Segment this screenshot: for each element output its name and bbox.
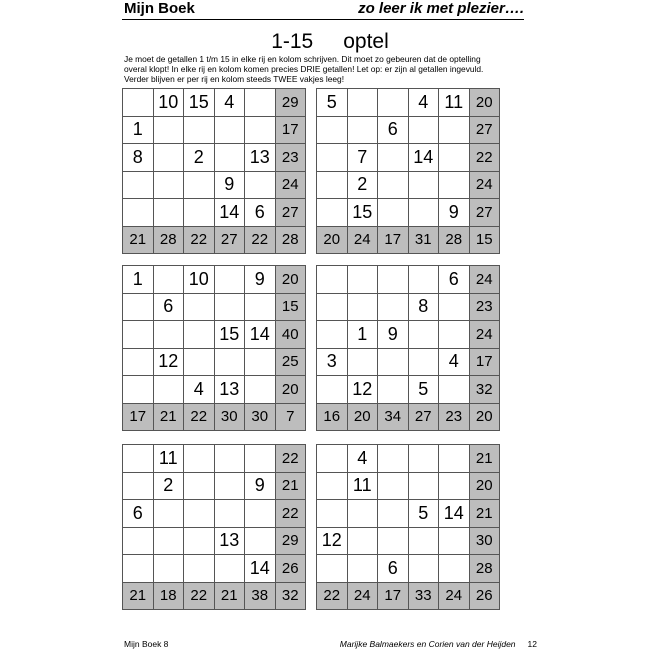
title-operation: optel bbox=[343, 30, 389, 53]
grid-cell[interactable] bbox=[378, 199, 409, 227]
grid-cell[interactable] bbox=[409, 266, 440, 294]
title-range: 1-15 bbox=[271, 30, 314, 53]
grid-cell[interactable] bbox=[409, 349, 440, 377]
column-sum-cell: 21 bbox=[215, 583, 246, 611]
row-sum-cell: 23 bbox=[276, 144, 307, 172]
grid-cell[interactable]: 6 bbox=[439, 266, 470, 294]
grid-cell[interactable] bbox=[378, 445, 409, 473]
footer-authors bbox=[340, 639, 537, 649]
grid-cell[interactable] bbox=[378, 528, 409, 556]
grid-cell[interactable] bbox=[348, 266, 379, 294]
puzzle-grid bbox=[122, 265, 306, 431]
grid-cell[interactable] bbox=[215, 294, 246, 322]
grid-cell[interactable]: 14 bbox=[439, 500, 470, 528]
grid-cell[interactable]: 9 bbox=[378, 321, 409, 349]
row-sum-cell: 30 bbox=[470, 528, 501, 556]
grid-cell[interactable] bbox=[184, 445, 215, 473]
grid-cell[interactable]: 9 bbox=[245, 266, 276, 294]
grid-cell[interactable]: 14 bbox=[409, 144, 440, 172]
column-sum-cell: 27 bbox=[409, 404, 440, 432]
grid-cell[interactable] bbox=[154, 555, 185, 583]
column-sum-cell: 17 bbox=[123, 404, 154, 432]
grid-cell[interactable]: 5 bbox=[317, 89, 348, 117]
corner-sum-cell: 26 bbox=[470, 583, 501, 611]
grid-cell[interactable]: 14 bbox=[245, 321, 276, 349]
grid-cell[interactable] bbox=[154, 528, 185, 556]
grid-cell[interactable] bbox=[123, 321, 154, 349]
grid-cell[interactable] bbox=[184, 500, 215, 528]
grid-cell[interactable]: 15 bbox=[215, 321, 246, 349]
grid-cell[interactable]: 13 bbox=[215, 528, 246, 556]
grid-cell[interactable]: 4 bbox=[409, 89, 440, 117]
grid-cell[interactable] bbox=[317, 117, 348, 145]
column-sum-cell: 24 bbox=[348, 583, 379, 611]
grid-cell[interactable] bbox=[439, 321, 470, 349]
grid-cell[interactable]: 3 bbox=[317, 349, 348, 377]
grid-cell[interactable] bbox=[439, 555, 470, 583]
grid-cell[interactable] bbox=[439, 376, 470, 404]
grid-cell[interactable] bbox=[439, 294, 470, 322]
grid-cell[interactable] bbox=[245, 172, 276, 200]
grid-cell[interactable] bbox=[378, 144, 409, 172]
grid-cell[interactable]: 4 bbox=[348, 445, 379, 473]
column-sum-cell: 30 bbox=[215, 404, 246, 432]
grid-cell[interactable] bbox=[439, 445, 470, 473]
row-sum-cell: 26 bbox=[276, 555, 307, 583]
instructions bbox=[124, 54, 524, 84]
grid-cell[interactable] bbox=[439, 144, 470, 172]
grid-cell[interactable] bbox=[378, 349, 409, 377]
row-sum-cell: 24 bbox=[276, 172, 307, 200]
grid-cell[interactable]: 6 bbox=[378, 117, 409, 145]
puzzle-grid bbox=[316, 444, 500, 610]
grid-cell[interactable]: 4 bbox=[439, 349, 470, 377]
grid-cell[interactable] bbox=[245, 117, 276, 145]
grid-cell[interactable] bbox=[317, 266, 348, 294]
header-slogan: zo leer ik met plezier…. bbox=[358, 0, 524, 17]
grid-cell[interactable]: 4 bbox=[184, 376, 215, 404]
grid-cell[interactable] bbox=[378, 266, 409, 294]
column-sum-cell: 23 bbox=[439, 404, 470, 432]
grid-cell[interactable] bbox=[215, 445, 246, 473]
grid-cell[interactable] bbox=[378, 89, 409, 117]
grid-cell[interactable]: 1 bbox=[123, 266, 154, 294]
grid-cell[interactable] bbox=[348, 500, 379, 528]
grid-cell[interactable] bbox=[245, 528, 276, 556]
grid-cell[interactable] bbox=[123, 349, 154, 377]
puzzle-grid bbox=[122, 444, 306, 610]
grid-cell[interactable] bbox=[348, 349, 379, 377]
row-sum-cell: 22 bbox=[276, 500, 307, 528]
grid-cell[interactable] bbox=[123, 555, 154, 583]
grid-cell[interactable]: 4 bbox=[215, 89, 246, 117]
row-sum-cell: 24 bbox=[470, 266, 501, 294]
header-divider bbox=[122, 19, 524, 20]
grid-cell[interactable] bbox=[245, 445, 276, 473]
grid-cell[interactable] bbox=[154, 376, 185, 404]
grid-cell[interactable] bbox=[378, 500, 409, 528]
grid-cell[interactable]: 12 bbox=[348, 376, 379, 404]
column-sum-cell: 22 bbox=[184, 404, 215, 432]
column-sum-cell: 20 bbox=[317, 227, 348, 255]
grid-cell[interactable] bbox=[184, 321, 215, 349]
column-sum-cell: 28 bbox=[154, 227, 185, 255]
grid-cell[interactable] bbox=[348, 528, 379, 556]
column-sum-cell: 31 bbox=[409, 227, 440, 255]
grid-cell[interactable] bbox=[123, 172, 154, 200]
grid-cell[interactable]: 13 bbox=[245, 144, 276, 172]
grid-cell[interactable] bbox=[154, 500, 185, 528]
column-sum-cell: 24 bbox=[439, 583, 470, 611]
grid-cell[interactable]: 2 bbox=[154, 473, 185, 501]
grid-cell[interactable]: 10 bbox=[154, 89, 185, 117]
grid-cell[interactable] bbox=[154, 199, 185, 227]
footer-book: Mijn Boek 8 bbox=[124, 639, 169, 649]
column-sum-cell: 22 bbox=[184, 227, 215, 255]
instruction-line: Verder blijven er per rij en kolom steeds TWEE vakjes leeg! bbox=[124, 74, 345, 84]
grid-cell[interactable] bbox=[154, 321, 185, 349]
grid-cell[interactable] bbox=[317, 199, 348, 227]
grid-cell[interactable]: 11 bbox=[154, 445, 185, 473]
column-sum-cell: 24 bbox=[348, 227, 379, 255]
grid-cell[interactable] bbox=[317, 376, 348, 404]
grid-cell[interactable] bbox=[154, 144, 185, 172]
grid-cell[interactable] bbox=[215, 500, 246, 528]
grid-cell[interactable] bbox=[409, 445, 440, 473]
grid-cell[interactable] bbox=[439, 473, 470, 501]
grid-cell[interactable] bbox=[245, 89, 276, 117]
row-sum-cell: 23 bbox=[470, 294, 501, 322]
grid-cell[interactable] bbox=[317, 321, 348, 349]
row-sum-cell: 21 bbox=[470, 500, 501, 528]
grid-cell[interactable] bbox=[184, 294, 215, 322]
grid-cell[interactable] bbox=[215, 266, 246, 294]
grid-cell[interactable] bbox=[184, 172, 215, 200]
page-title bbox=[0, 30, 660, 54]
column-sum-cell: 17 bbox=[378, 227, 409, 255]
row-sum-cell: 22 bbox=[470, 144, 501, 172]
grid-cell[interactable] bbox=[123, 445, 154, 473]
grid-cell[interactable] bbox=[184, 199, 215, 227]
column-sum-cell: 34 bbox=[378, 404, 409, 432]
grid-cell[interactable]: 7 bbox=[348, 144, 379, 172]
grid-cell[interactable] bbox=[409, 528, 440, 556]
grid-cell[interactable]: 8 bbox=[409, 294, 440, 322]
puzzle-grid bbox=[316, 265, 500, 431]
grid-cell[interactable]: 11 bbox=[439, 89, 470, 117]
grid-cell[interactable] bbox=[245, 294, 276, 322]
column-sum-cell: 33 bbox=[409, 583, 440, 611]
grid-cell[interactable]: 15 bbox=[184, 89, 215, 117]
grid-cell[interactable] bbox=[439, 117, 470, 145]
grid-cell[interactable] bbox=[123, 199, 154, 227]
column-sum-cell: 22 bbox=[245, 227, 276, 255]
grid-cell[interactable] bbox=[348, 294, 379, 322]
row-sum-cell: 21 bbox=[470, 445, 501, 473]
column-sum-cell: 38 bbox=[245, 583, 276, 611]
grid-cell[interactable]: 9 bbox=[439, 199, 470, 227]
row-sum-cell: 20 bbox=[470, 473, 501, 501]
grid-cell[interactable] bbox=[184, 555, 215, 583]
grid-cell[interactable] bbox=[409, 555, 440, 583]
grid-cell[interactable]: 14 bbox=[245, 555, 276, 583]
corner-sum-cell: 15 bbox=[470, 227, 501, 255]
row-sum-cell: 29 bbox=[276, 89, 307, 117]
grid-cell[interactable]: 9 bbox=[215, 172, 246, 200]
row-sum-cell: 29 bbox=[276, 528, 307, 556]
grid-cell[interactable] bbox=[317, 172, 348, 200]
column-sum-cell: 22 bbox=[317, 583, 348, 611]
grid-cell[interactable] bbox=[409, 199, 440, 227]
grid-cell[interactable] bbox=[378, 172, 409, 200]
column-sum-cell: 21 bbox=[123, 227, 154, 255]
grid-cell[interactable] bbox=[317, 144, 348, 172]
grid-cell[interactable]: 6 bbox=[154, 294, 185, 322]
row-sum-cell: 22 bbox=[276, 445, 307, 473]
row-sum-cell: 17 bbox=[276, 117, 307, 145]
column-sum-cell: 20 bbox=[348, 404, 379, 432]
grid-cell[interactable]: 9 bbox=[245, 473, 276, 501]
grid-cell[interactable] bbox=[154, 117, 185, 145]
column-sum-cell: 27 bbox=[215, 227, 246, 255]
grid-cell[interactable]: 6 bbox=[378, 555, 409, 583]
grid-cell[interactable] bbox=[123, 376, 154, 404]
corner-sum-cell: 28 bbox=[276, 227, 307, 255]
grid-cell[interactable] bbox=[123, 528, 154, 556]
grid-cell[interactable]: 8 bbox=[123, 144, 154, 172]
row-sum-cell: 40 bbox=[276, 321, 307, 349]
grid-cell[interactable] bbox=[184, 528, 215, 556]
grid-cell[interactable] bbox=[123, 473, 154, 501]
column-sum-cell: 17 bbox=[378, 583, 409, 611]
grid-cell[interactable] bbox=[317, 445, 348, 473]
column-sum-cell: 21 bbox=[123, 583, 154, 611]
grid-cell[interactable] bbox=[409, 172, 440, 200]
row-sum-cell: 20 bbox=[470, 89, 501, 117]
grid-cell[interactable]: 14 bbox=[215, 199, 246, 227]
grid-cell[interactable]: 1 bbox=[348, 321, 379, 349]
corner-sum-cell: 32 bbox=[276, 583, 307, 611]
puzzle-grid bbox=[122, 88, 306, 254]
row-sum-cell: 20 bbox=[276, 266, 307, 294]
grid-cell[interactable] bbox=[123, 89, 154, 117]
row-sum-cell: 27 bbox=[470, 199, 501, 227]
grid-cell[interactable] bbox=[378, 376, 409, 404]
corner-sum-cell: 20 bbox=[470, 404, 501, 432]
grid-cell[interactable] bbox=[123, 294, 154, 322]
column-sum-cell: 16 bbox=[317, 404, 348, 432]
row-sum-cell: 24 bbox=[470, 172, 501, 200]
grid-cell[interactable] bbox=[245, 500, 276, 528]
grid-cell[interactable] bbox=[348, 555, 379, 583]
grid-cell[interactable] bbox=[409, 117, 440, 145]
grid-cell[interactable] bbox=[215, 144, 246, 172]
page-number: 12 bbox=[527, 639, 537, 649]
row-sum-cell: 25 bbox=[276, 349, 307, 377]
grid-cell[interactable] bbox=[409, 473, 440, 501]
row-sum-cell: 17 bbox=[470, 349, 501, 377]
grid-cell[interactable]: 5 bbox=[409, 500, 440, 528]
grid-cell[interactable] bbox=[154, 172, 185, 200]
grid-cell[interactable]: 6 bbox=[245, 199, 276, 227]
grid-cell[interactable] bbox=[378, 294, 409, 322]
grid-cell[interactable]: 15 bbox=[348, 199, 379, 227]
header-book-title: Mijn Boek bbox=[124, 0, 195, 17]
grid-cell[interactable]: 6 bbox=[123, 500, 154, 528]
column-sum-cell: 18 bbox=[154, 583, 185, 611]
grid-cell[interactable] bbox=[184, 473, 215, 501]
grid-cell[interactable] bbox=[439, 172, 470, 200]
grid-cell[interactable] bbox=[409, 321, 440, 349]
grid-cell[interactable]: 10 bbox=[184, 266, 215, 294]
grid-cell[interactable]: 11 bbox=[348, 473, 379, 501]
grid-cell[interactable] bbox=[245, 349, 276, 377]
column-sum-cell: 28 bbox=[439, 227, 470, 255]
grid-cell[interactable] bbox=[317, 500, 348, 528]
grid-cell[interactable]: 12 bbox=[317, 528, 348, 556]
grid-cell[interactable] bbox=[184, 117, 215, 145]
row-sum-cell: 21 bbox=[276, 473, 307, 501]
grid-cell[interactable] bbox=[317, 294, 348, 322]
grid-cell[interactable]: 2 bbox=[348, 172, 379, 200]
grid-cell[interactable] bbox=[439, 528, 470, 556]
grid-cell[interactable] bbox=[317, 473, 348, 501]
row-sum-cell: 15 bbox=[276, 294, 307, 322]
row-sum-cell: 27 bbox=[470, 117, 501, 145]
grid-cell[interactable] bbox=[215, 473, 246, 501]
row-sum-cell: 24 bbox=[470, 321, 501, 349]
grid-cell[interactable] bbox=[215, 555, 246, 583]
grid-cell[interactable]: 5 bbox=[409, 376, 440, 404]
column-sum-cell: 22 bbox=[184, 583, 215, 611]
column-sum-cell: 30 bbox=[245, 404, 276, 432]
grid-cell[interactable]: 12 bbox=[154, 349, 185, 377]
grid-cell[interactable]: 1 bbox=[123, 117, 154, 145]
grid-cell[interactable] bbox=[215, 117, 246, 145]
row-sum-cell: 27 bbox=[276, 199, 307, 227]
corner-sum-cell: 7 bbox=[276, 404, 307, 432]
grid-cell[interactable] bbox=[245, 376, 276, 404]
puzzle-grid bbox=[316, 88, 500, 254]
grid-cell[interactable] bbox=[154, 266, 185, 294]
row-sum-cell: 32 bbox=[470, 376, 501, 404]
row-sum-cell: 20 bbox=[276, 376, 307, 404]
grid-cell[interactable] bbox=[348, 117, 379, 145]
grid-cell[interactable] bbox=[348, 89, 379, 117]
row-sum-cell: 28 bbox=[470, 555, 501, 583]
grid-cell[interactable] bbox=[215, 349, 246, 377]
grid-cell[interactable] bbox=[378, 473, 409, 501]
instruction-line: overal klopt! In elke rij en kolom komen precies DRIE getallen! Let op: er zijn al getallen ingevuld. bbox=[124, 64, 484, 74]
instruction-line: Je moet de getallen 1 t/m 15 in elke rij en kolom schrijven. Dit moet zo gebeuren dat de optelling bbox=[124, 54, 481, 64]
grid-cell[interactable] bbox=[317, 555, 348, 583]
grid-cell[interactable]: 2 bbox=[184, 144, 215, 172]
footer-author-names: Marijke Balmaekers en Corien van der Heijden bbox=[339, 639, 516, 649]
grid-cell[interactable] bbox=[184, 349, 215, 377]
column-sum-cell: 21 bbox=[154, 404, 185, 432]
grid-cell[interactable]: 13 bbox=[215, 376, 246, 404]
